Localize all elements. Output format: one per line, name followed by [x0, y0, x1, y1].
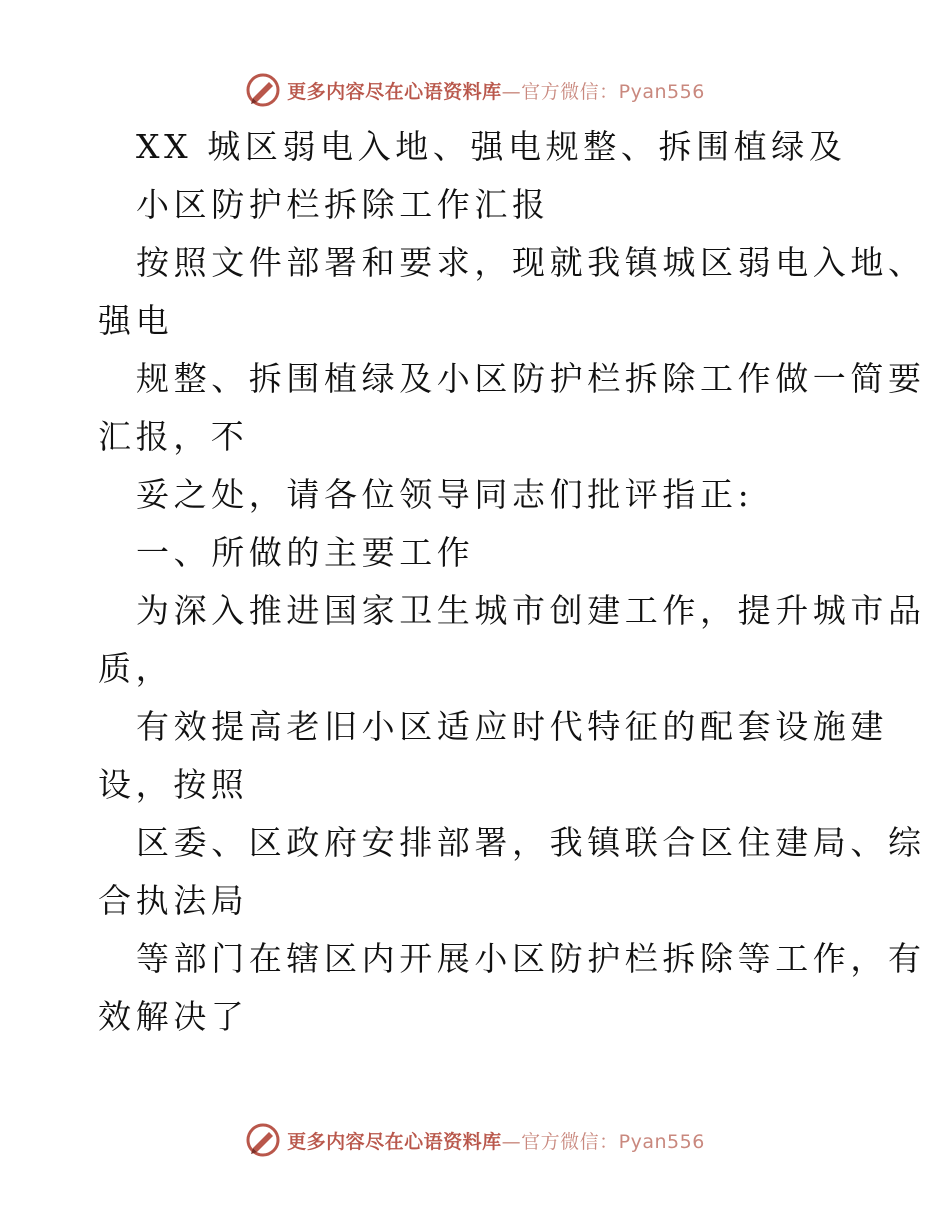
text-line: 规整、拆围植绿及小区防护栏拆除工作做一简要 [136, 359, 926, 398]
watermark-text [287, 77, 705, 104]
watermark-main: 更多内容尽在心语资料库 [287, 1130, 502, 1153]
text-line: 为深入推进国家卫生城市创建工作，提升城市品 [136, 591, 926, 630]
text-line: 强电 [98, 301, 174, 340]
section-heading: 一、所做的主要工作 [136, 533, 475, 572]
pen-logo-icon [245, 72, 281, 108]
watermark-rest: —官方微信：Pyan556 [501, 80, 705, 103]
text-line: 小区防护栏拆除工作汇报 [136, 185, 550, 224]
text-line: XX 城区弱电入地、强电规整、拆围植绿及 [136, 127, 847, 166]
text-line: 效解决了 [98, 997, 249, 1036]
text-line: 有效提高老旧小区适应时代特征的配套设施建 [136, 707, 888, 746]
text-line: 按照文件部署和要求，现就我镇城区弱电入地、 [136, 243, 926, 282]
watermark-main: 更多内容尽在心语资料库 [287, 80, 502, 103]
text-line: 合执法局 [98, 881, 249, 920]
pen-logo-icon [245, 1122, 281, 1158]
document-body [98, 118, 926, 1046]
text-line: 汇报，不 [98, 417, 249, 456]
text-line: 质， [98, 649, 174, 688]
header-watermark [0, 72, 950, 108]
watermark-text [287, 1127, 705, 1154]
text-line: 设，按照 [98, 765, 249, 804]
text-line: 等部门在辖区内开展小区防护栏拆除等工作，有 [136, 939, 926, 978]
watermark-rest: —官方微信：Pyan556 [501, 1130, 705, 1153]
footer-watermark [0, 1122, 950, 1158]
text-line: 区委、区政府安排部署，我镇联合区住建局、综 [136, 823, 926, 862]
text-line: 妥之处，请各位领导同志们批评指正: [136, 475, 754, 514]
